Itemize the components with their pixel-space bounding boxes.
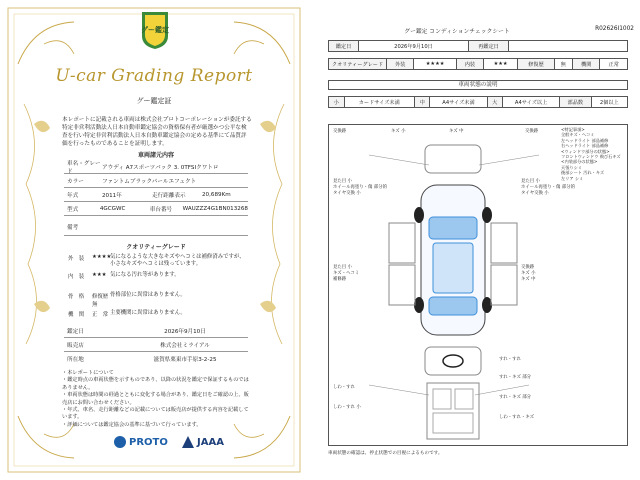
diagram-label: 見た目 小 — [333, 265, 352, 270]
grade-stars: ★★★ — [92, 272, 107, 278]
grade-row-interior — [64, 272, 248, 280]
state-heading: 車両状態の説明 — [328, 80, 628, 90]
quality-grade-table — [328, 58, 628, 70]
legend-item: <内装部分の状態> — [561, 159, 598, 165]
legend-item: 天張りシミ — [561, 164, 582, 170]
diagram-label: タイヤ交換 小 — [333, 191, 361, 196]
sheet-code: R02626I1002 — [595, 26, 634, 32]
note-item: ・鑑定時点の車両状態を示すものであり、以降の状況を鑑定で保証するものではありません。 — [62, 377, 249, 391]
vehicle-section-heading: 車両諸元内容 — [137, 152, 174, 159]
diagram-label: キズ 中 — [521, 277, 536, 282]
vehicle-remarks-label: 備考 — [67, 224, 79, 231]
diagram-label: タイヤ交換 小 — [521, 191, 549, 196]
size-a4over-value: A4サイズ以上 — [503, 97, 560, 108]
int-label: 内装 — [456, 59, 483, 70]
sheet-footer: 車両状態の確認は、停止状態での目視によるものです。 — [328, 451, 443, 456]
grade-desc: 気になる汚れ等があります。 — [110, 272, 180, 278]
certificate-notes — [62, 370, 252, 429]
size-mid-label: 中 — [414, 97, 430, 108]
legend-item: フロントウィンドウ 飛び石キズ — [561, 154, 621, 160]
frame-label: 修復歴 — [517, 59, 554, 70]
diagram-label: 見た目 小 — [521, 179, 540, 184]
reinspect-label: 再鑑定日 — [469, 41, 509, 52]
certificate-subtitle: グー鑑定証 — [136, 97, 172, 105]
diagram-label: 交換跡 — [525, 129, 539, 134]
vehicle-vin-value: WAUZZZ4G1BN013268 — [182, 205, 248, 212]
diagram-label: しわ・すれ — [333, 385, 355, 390]
date-value: 2026年9月10日 — [359, 41, 469, 52]
diagram-label: すれ・キズ 部分 — [499, 375, 532, 380]
jaaa-logo-icon — [182, 436, 194, 448]
proto-logo-text: PROTO — [129, 436, 168, 448]
diagram-label: ホイール再塗り・傷 部分的 — [521, 185, 575, 190]
sheet-header — [322, 26, 634, 36]
grade-label: 外 装 — [68, 256, 85, 262]
vehicle-color-label: カラー — [67, 178, 84, 185]
ext-label: 外装 — [387, 59, 414, 70]
legend-item: <特記事項> — [561, 127, 585, 132]
grade-label: 機 関 — [68, 312, 85, 318]
special-notes-legend — [561, 127, 625, 181]
vehicle-name-value: アウディ A7スポーツバック 3. 0TFSIクワトロ — [102, 164, 219, 171]
vehicle-mileage-label: 走行距離表示 — [152, 192, 186, 199]
appraisal-date-table — [328, 40, 628, 52]
goo-kantei-badge — [138, 10, 172, 50]
int-value: ★★★ — [484, 59, 518, 70]
sheet-title: グー鑑定 コンディションチェックシート — [404, 29, 510, 35]
appraisal-date-label: 鑑定日 — [67, 328, 84, 335]
jaaa-logo — [182, 436, 224, 448]
grade-desc: 骨格部位に異常はありません。 — [110, 292, 186, 298]
frame-value: 無 — [554, 59, 572, 70]
legend-item: <ウィンドウ部分の状態> — [561, 148, 610, 154]
diagram-label: キズ・ヘコミ — [333, 271, 360, 276]
engine-label: 機関 — [572, 59, 599, 70]
address-value: 滋賀県栗東市手原3-2-25 — [153, 357, 217, 363]
parts-value: 2個以上 — [591, 97, 628, 108]
grade-desc: 主要機関に異常はありません。 — [110, 310, 186, 316]
size-a4-value: A4サイズ未満 — [430, 97, 487, 108]
vehicle-model-label: 型式 — [67, 206, 79, 213]
diagram-label: しわ・すれ・キズ — [499, 415, 535, 420]
vehicle-remarks-row — [64, 218, 248, 236]
size-small-label: 小 — [329, 97, 345, 108]
quality-section-heading: クオリティーグレード — [126, 244, 186, 251]
size-big-label: 大 — [487, 97, 503, 108]
note-item: ・本レポートについて — [62, 370, 114, 376]
grade-row-frame — [64, 292, 248, 308]
appraisal-date-row — [64, 324, 248, 338]
address-row — [64, 352, 248, 366]
diagram-label: ホイール再塗り・傷 部分的 — [333, 185, 387, 190]
address-label: 所在地 — [67, 357, 84, 363]
quality-label: クオリティーグレード — [329, 59, 387, 70]
certificate-title: U-car Grading Report — [55, 66, 253, 86]
legend-item: 後部シート 汚れ・キズ — [561, 170, 605, 176]
certificate-intro: 本レポートに記載される車両は株式会社プロトコーポレーションが委託する特定非営利活動法人日本自動車鑑定協会の資格保有者が厳選かつ公平な検査を行い特定非営利活動法人日本自動車鑑定協会の定める基準にて品質評価を行ったものであることを証明します。 — [62, 117, 252, 147]
proto-logo-icon — [114, 436, 126, 448]
grade-row-exterior — [64, 254, 248, 268]
vehicle-name-row — [64, 160, 248, 174]
vehicle-color-value: ファントムブラックパールエフェクト — [102, 178, 197, 185]
size-card-value: カードサイズ未満 — [344, 97, 414, 108]
dealer-row — [64, 338, 248, 352]
diagram-label: すれ・キズ 部分 — [499, 395, 532, 400]
diagram-label: 見た目 小 — [333, 179, 352, 184]
grade-label: 骨 格 — [68, 294, 85, 300]
vehicle-name-label: 車名・グレード — [67, 160, 101, 175]
parts-label: 部品数 — [560, 97, 591, 108]
diagram-label: 補修跡 — [333, 277, 347, 282]
grading-certificate — [4, 4, 304, 476]
jaaa-logo-text: JAAA — [197, 436, 224, 448]
diagram-label: キズ 小 — [391, 129, 406, 134]
vehicle-model-row — [64, 202, 248, 216]
proto-logo — [114, 436, 168, 448]
note-item: ・評価については鑑定協会の基準に基づいて行っています。 — [62, 421, 202, 428]
engine-value: 正常 — [600, 59, 628, 70]
grade-stars: 修復歴 無 — [92, 294, 109, 308]
size-legend-table — [328, 96, 628, 108]
grade-desc: 気になるような大きなキズやヘコミは補修済みですが、小さなキズやヘコミは残っています。 — [110, 254, 245, 267]
dealer-label: 販売店 — [67, 342, 84, 349]
note-item: ・車両状態は時間の経過とともに変化する場合があり、鑑定日をご確認の上、販売店にお問い合わせください。 — [62, 392, 249, 406]
condition-check-sheet — [322, 26, 634, 454]
note-item: ・年式、車名、走行距離などの記載については販売店が提供する内容を記載しています。 — [62, 407, 249, 421]
diagram-label: 交換跡 — [521, 265, 535, 270]
appraisal-date-value: 2026年9月10日 — [164, 328, 206, 335]
diagram-label: しわ・すれ 小 — [333, 405, 361, 410]
grade-row-engine — [64, 310, 248, 318]
legend-item: 右ヘッドライト 部品補修 — [561, 143, 609, 149]
reinspect-value — [509, 41, 628, 52]
grade-stars: ★★★★ — [92, 254, 112, 260]
grade-stars: 正 常 — [92, 312, 109, 318]
vehicle-year-row — [64, 188, 248, 202]
diagram-label: キズ 小 — [521, 271, 536, 276]
legend-item: 左リア シミ — [561, 175, 584, 181]
diagram-label: キズ 中 — [449, 129, 464, 134]
vehicle-mileage-value: 20,689Km — [202, 191, 231, 198]
legend-item: 全般キズ・ヘコミ — [561, 132, 595, 138]
date-label: 鑑定日 — [329, 41, 359, 52]
vehicle-year-label: 年式 — [67, 192, 79, 199]
ext-value: ★★★★ — [414, 59, 456, 70]
dealer-value: 株式会社ミライアル — [160, 342, 210, 349]
legend-item: 左ヘッドライト 部品補修 — [561, 137, 609, 143]
vehicle-year-value: 2011年 — [102, 192, 122, 199]
vehicle-model-value: 4GCGWC — [99, 205, 126, 212]
badge-text: グー鑑定 — [141, 26, 169, 34]
vehicle-vin-label: 車台番号 — [149, 206, 173, 213]
car-damage-diagram — [328, 124, 628, 446]
diagram-label: すれ・すれ — [499, 357, 521, 362]
vehicle-color-row — [64, 174, 248, 188]
grade-label: 内 装 — [68, 274, 85, 280]
diagram-label: 交換跡 — [333, 129, 347, 134]
